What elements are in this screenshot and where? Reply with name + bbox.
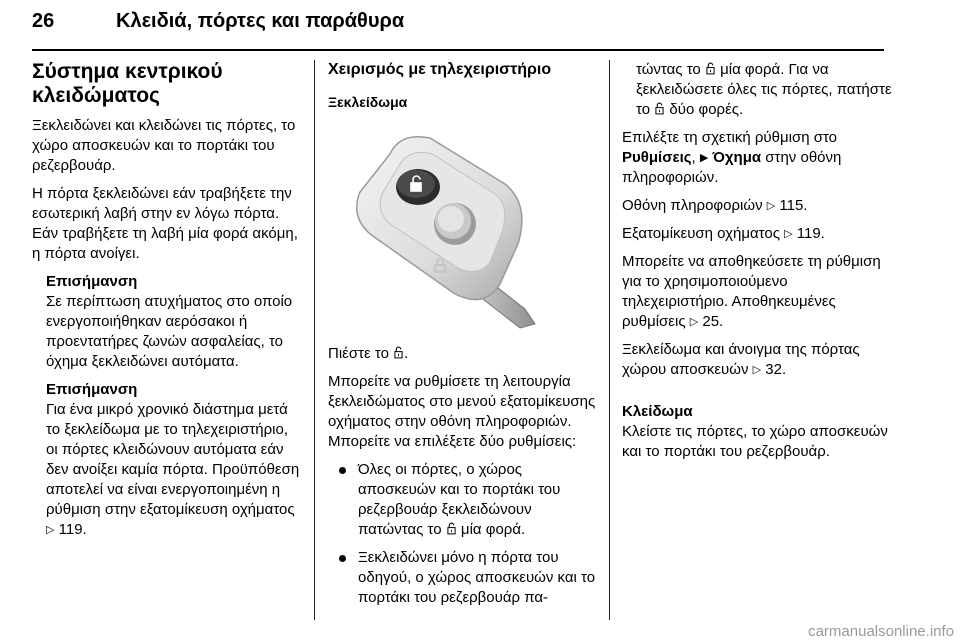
header-divider [32,49,884,51]
menu-arrow-icon: ▶ [699,152,709,164]
continuation-text: μία φορά. Για να ξεκλειδώσετε όλες τις πόρτες, πατήστε το [636,61,892,118]
chapter-title: Κλειδιά, πόρτες και παράθυρα [116,10,405,32]
page-reference[interactable]: 32. [765,361,787,378]
note-body: Για ένα μικρό χρονικό διάστημα μετά το ξεκλείδωμα με το τηλεχειριστήριο, οι πόρτες κλειδώνουν αυτόματα εάν δεν ανοίξει καμία πόρτα. Προϋπόθεση αποτελεί να είναι ενεργοποιημένη η ρύθμιση στην εξατομίκευση οχήματος [46,401,300,518]
reference-arrow-icon: ▷ [784,228,793,240]
list-item-text: Όλες οι πόρτες, ο χώρος αποσκευών και το πορτάκι του ρεζερβουάρ ξεκλειδώνουν πατώντας το [358,461,561,538]
options-list [328,460,600,608]
page-reference[interactable]: 119. [796,225,825,242]
section-title-line-1: Σύστημα κεντρικού [32,60,223,83]
select-text-end: στην οθόνη πληροφοριών. [622,149,842,186]
section-title-line-2: κλειδώματος [32,84,160,107]
page-reference[interactable]: 115. [779,197,808,214]
note-title: Επισήμανση [46,381,138,398]
page-reference[interactable]: 25. [702,313,724,330]
key-release-button [434,203,476,245]
column-divider-1 [314,60,315,620]
bullet-icon [339,555,346,562]
reference-arrow-icon: ▷ [766,200,776,212]
key-fob-illustration [330,124,580,334]
column-1 [32,60,302,548]
select-text: Επιλέξτε τη σχετική ρύθμιση στο [622,129,838,146]
list-item-text: Ξεκλειδώνει μόνο η πόρτα του οδηγού, ο χώρος αποσκευών και το πορτάκι του ρεζερβουάρ πα- [358,549,596,606]
section-heading: Χειρισμός με τηλεχειριστήριο [328,61,552,78]
section-title [32,60,302,108]
page-number: 26 [32,10,55,32]
reference-arrow-icon: ▷ [752,364,762,376]
reference-info-display [622,196,892,216]
list-item-text-end: μία φορά. [460,521,526,538]
unlock-icon [394,346,403,359]
menu-vehicle-label: Όχημα [712,149,762,166]
note-title: Επισήμανση [46,273,138,290]
reference-vehicle-personalization [622,224,892,244]
page-reference[interactable]: 119. [58,521,87,538]
list-item [328,460,600,540]
continuation-text: δύο φορές. [669,101,744,118]
paragraph-save [622,252,892,332]
list-item [328,548,600,608]
unlock-icon [706,62,715,75]
bullet-icon [339,467,346,474]
paragraph-locking: Κλείστε τις πόρτες, το χώρο αποσκευών και το πορτάκι του ρεζερβουάρ. [622,423,888,460]
paragraph-handle: Η πόρτα ξεκλειδώνει εάν τραβήξετε την εσωτερική λαβή στην εν λόγω πόρτα. Εάν τραβήξετε τη λαβή μία φορά ακόμη, η πόρτα ανοίγει. [32,185,298,262]
column-divider-2 [609,60,610,620]
paragraph-select: Επιλέξτε τη σχετική ρύθμιση στο Ρυθμίσεις, ▶ Όχημα στην οθόνη πληροφοριών. [622,129,842,186]
unlock-icon [447,522,456,535]
paragraph-trunk [622,340,892,380]
save-text: Μπορείτε να αποθηκεύσετε τη ρύθμιση για το χρησιμοποιούμενο τηλεχειριστήριο. Αποθηκευμένες ρυθμίσεις [622,253,881,330]
paragraph-intro: Ξεκλειδώνει και κλειδώνει τις πόρτες, το χώρο αποσκευών και το πορτάκι του ρεζερβουάρ. [32,117,296,174]
reference-arrow-icon: ▷ [46,524,55,536]
unlock-icon [655,102,664,115]
reference-text: Εξατομίκευση οχήματος [622,225,780,242]
bullet-continuation [636,60,892,120]
column-2 [328,60,600,616]
locking-heading: Κλείδωμα [622,403,693,420]
instruction-press [328,344,600,364]
watermark: carmanualsonline.info [808,623,954,640]
unlock-button [396,169,440,205]
note-autolock [46,380,302,540]
note-text [46,400,302,540]
instruction-text: Πιέστε το [328,345,389,362]
page-header [32,6,884,46]
note-accident [46,272,302,372]
paragraph-settings: Μπορείτε να ρυθμίσετε τη λειτουργία ξεκλειδώματος στο μενού εξατομίκευσης οχήματος στην οθόνη πληροφοριών. Μπορείτε να επιλέξετε δύο ρυθμίσεις: [328,373,596,450]
trunk-text: Ξεκλείδωμα και άνοιγμα της πόρτας χώρου αποσκευών [622,341,860,378]
continuation-text: τώντας το [636,61,701,78]
reference-arrow-icon: ▷ [689,316,699,328]
reference-text: Οθόνη πληροφοριών [622,197,763,214]
note-text: Σε περίπτωση ατυχήματος στο οποίο ενεργοποιήθηκαν αερόσακοι ή προεντατήρες ζωνών ασφαλείας, το όχημα ξεκλειδώνει αυτόματα. [46,293,293,370]
instruction-end: . [404,345,409,362]
subsection-heading: Ξεκλείδωμα [328,94,408,110]
menu-settings-label: Ρυθμίσεις [622,149,692,166]
column-3 [622,60,892,470]
